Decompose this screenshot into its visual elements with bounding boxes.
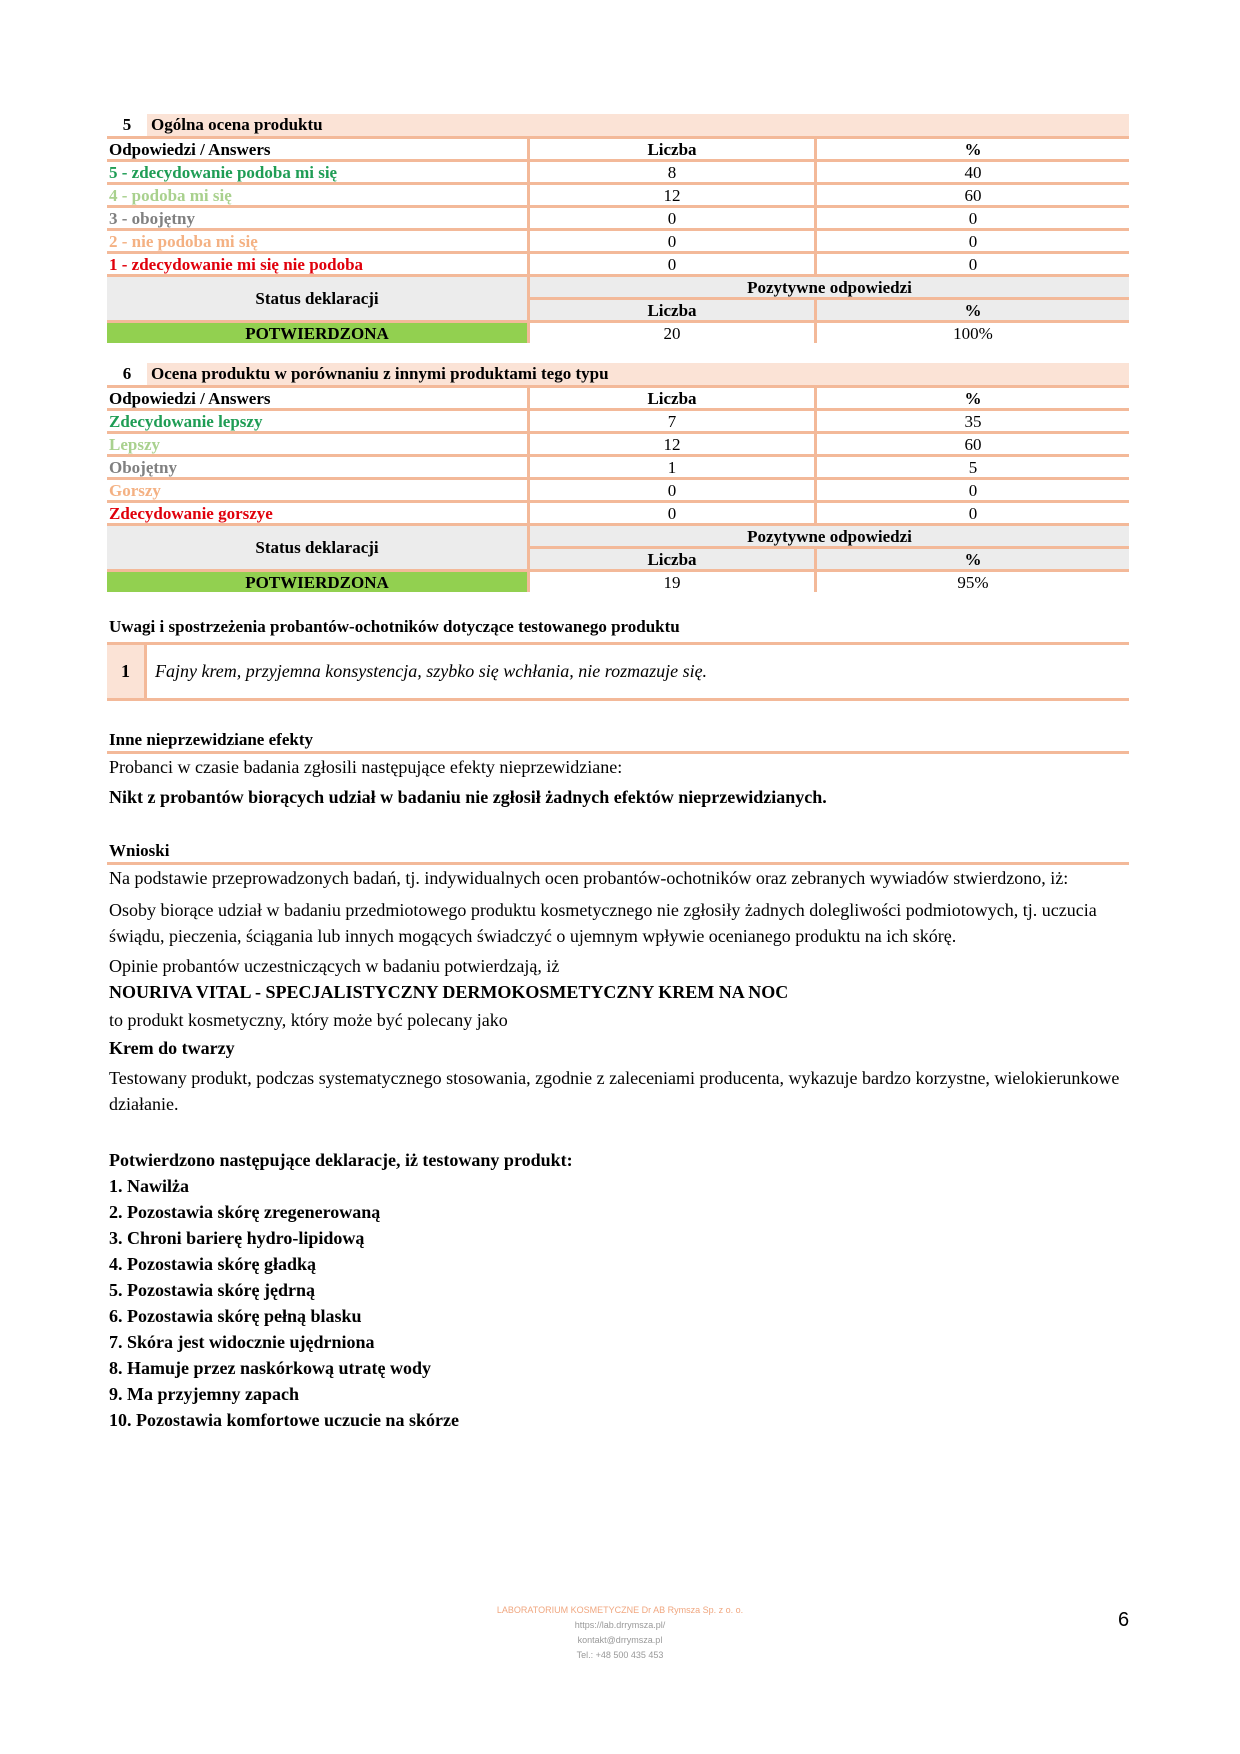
table-row (107, 479, 1129, 502)
answer-label: Gorszy (107, 479, 529, 502)
declarations-heading: Potwierdzono następujące deklaracje, iż testowany produkt: (109, 1150, 573, 1170)
answer-label: 3 - obojętny (107, 207, 529, 230)
positive-answers-label: Pozytywne odpowiedzi (529, 525, 1130, 548)
answer-percent: 60 (816, 433, 1130, 456)
count-header: Liczba (529, 387, 816, 410)
declaration-item: 2. Pozostawia skórę zregenerowaną (109, 1202, 381, 1222)
positive-percent: 100% (816, 322, 1130, 344)
results-table (107, 385, 1129, 592)
page-number: 6 (1118, 1609, 1130, 1631)
question-number: 5 (122, 115, 132, 134)
question-title-row (107, 114, 1129, 136)
positive-header-row (107, 276, 1129, 299)
table-row (107, 207, 1129, 230)
positive-count-header: Liczba (529, 299, 816, 322)
comment-text: Fajny krem, przyjemna konsystencja, szybko się wchłania, nie rozmazuje się. (155, 661, 708, 681)
conclusions-paragraph-5: Testowany produkt, podczas systematycznego stosowania, zgodnie z zaleceniami producenta, wykazuje bardzo korzystne, wielokierunkowe działanie. (109, 1068, 1120, 1114)
answer-percent: 40 (816, 161, 1130, 184)
table-header-row (107, 387, 1129, 410)
conclusions-section (107, 840, 1129, 1117)
spacer (107, 343, 1129, 363)
side-effects-intro: Probanci w czasie badania zgłosili następujące efekty nieprzewidziane: (109, 757, 623, 777)
spacer (107, 1117, 1129, 1147)
status-label: Status deklaracji (107, 276, 529, 322)
answer-label: Zdecydowanie gorszye (107, 502, 529, 525)
declaration-item: 10. Pozostawia komfortowe uczucie na skórze (109, 1410, 459, 1430)
table-header-row (107, 138, 1129, 161)
positive-percent: 95% (816, 571, 1130, 593)
conclusions-paragraph-4: to produkt kosmetyczny, który może być polecany jako (109, 1010, 508, 1030)
question-title-row (107, 363, 1129, 385)
answer-count: 1 (529, 456, 816, 479)
question-title: Ogólna ocena produktu (147, 114, 1129, 136)
positive-count-header: Liczba (529, 548, 816, 571)
table-row (107, 410, 1129, 433)
table-row (107, 230, 1129, 253)
footer-phone: Tel.: +48 500 435 453 (576, 1650, 664, 1660)
answer-percent: 60 (816, 184, 1130, 207)
table-row (107, 184, 1129, 207)
answer-count: 12 (529, 433, 816, 456)
question-title: Ocena produktu w porównaniu z innymi produktami tego typu (147, 363, 1129, 385)
question-table-6 (107, 363, 1129, 592)
table-row (107, 456, 1129, 479)
positive-answers-label: Pozytywne odpowiedzi (529, 276, 1130, 299)
answer-percent: 0 (816, 207, 1130, 230)
product-name: NOURIVA VITAL - SPECJALISTYCZNY DERMOKOSMETYCZNY KREM NA NOC (109, 982, 789, 1002)
table-row (107, 502, 1129, 525)
status-row (107, 322, 1129, 344)
positive-header-row (107, 525, 1129, 548)
answer-percent: 35 (816, 410, 1130, 433)
declarations-section (107, 1147, 1129, 1433)
positive-percent-header: % (816, 299, 1130, 322)
document-page (107, 114, 1129, 1433)
declaration-item: 3. Chroni barierę hydro-lipidową (109, 1228, 365, 1248)
comments-section (107, 616, 1129, 701)
declaration-item: 5. Pozostawia skórę jędrną (109, 1280, 315, 1300)
table-row (107, 433, 1129, 456)
positive-count: 19 (529, 571, 816, 593)
answer-percent: 0 (816, 230, 1130, 253)
declaration-item: 8. Hamuje przez naskórkową utratę wody (109, 1358, 431, 1378)
declaration-item: 1. Nawilża (109, 1176, 189, 1196)
answer-label: 4 - podoba mi się (107, 184, 529, 207)
page-footer (420, 1603, 820, 1663)
answer-label: 1 - zdecydowanie mi się nie podoba (107, 253, 529, 276)
declaration-item: 4. Pozostawia skórę gładką (109, 1254, 316, 1274)
status-row (107, 571, 1129, 593)
declarations-list (107, 1173, 1129, 1433)
answer-count: 0 (529, 230, 816, 253)
side-effects-section (107, 729, 1129, 810)
spacer (107, 810, 1129, 840)
footer-company: LABORATORIUM KOSMETYCZNE Dr AB Rymsza Sp. z o. o. (496, 1605, 744, 1615)
answer-percent: 0 (816, 479, 1130, 502)
status-badge: POTWIERDZONA (107, 322, 529, 344)
question-number: 6 (122, 364, 132, 383)
answer-percent: 5 (816, 456, 1130, 479)
comments-heading: Uwagi i spostrzeżenia probantów-ochotników dotyczące testowanego produktu (109, 617, 680, 636)
comment-number: 1 (107, 645, 147, 698)
percent-header: % (816, 387, 1130, 410)
answer-count: 0 (529, 253, 816, 276)
footer-email-link[interactable]: kontakt@drrymsza.pl (577, 1635, 663, 1645)
percent-header: % (816, 138, 1130, 161)
answer-count: 8 (529, 161, 816, 184)
conclusions-paragraph-2: Osoby biorące udział w badaniu przedmiotowego produktu kosmetycznego nie zgłosiły żadnych dolegliwości podmiotowych, tj. uczucia świądu, pieczenia, ściągania lub innych mogących świadczyć o ujemnym wpływie ocenianego produktu na ich skórę. (109, 900, 1097, 946)
answer-percent: 0 (816, 253, 1130, 276)
side-effects-result: Nikt z probantów biorących udział w badaniu nie zgłosił żadnych efektów nieprzewidzianych. (109, 787, 827, 807)
answer-label: Obojętny (107, 456, 529, 479)
answer-label: Lepszy (107, 433, 529, 456)
positive-count: 20 (529, 322, 816, 344)
answer-label: Zdecydowanie lepszy (107, 410, 529, 433)
status-badge: POTWIERDZONA (107, 571, 529, 593)
table-row (107, 253, 1129, 276)
answer-count: 0 (529, 502, 816, 525)
answer-count: 7 (529, 410, 816, 433)
side-effects-heading: Inne nieprzewidziane efekty (109, 730, 313, 749)
spacer (107, 701, 1129, 729)
spacer (107, 592, 1129, 616)
declaration-item: 6. Pozostawia skórę pełną blasku (109, 1306, 362, 1326)
answer-label: 2 - nie podoba mi się (107, 230, 529, 253)
answer-count: 0 (529, 207, 816, 230)
declaration-item: 9. Ma przyjemny zapach (109, 1384, 299, 1404)
answer-percent: 0 (816, 502, 1130, 525)
conclusions-paragraph-1: Na podstawie przeprowadzonych badań, tj. indywidualnych ocen probantów-ochotników oraz zebranych wywiadów stwierdzono, iż: (109, 868, 1069, 888)
results-table (107, 136, 1129, 343)
count-header: Liczba (529, 138, 816, 161)
positive-percent-header: % (816, 548, 1130, 571)
conclusions-paragraph-3: Opinie probantów uczestniczących w badaniu potwierdzają, iż (109, 956, 560, 976)
answer-label: 5 - zdecydowanie podoba mi się (107, 161, 529, 184)
footer-website-link[interactable]: https://lab.drrymsza.pl/ (574, 1620, 666, 1630)
answer-count: 12 (529, 184, 816, 207)
declaration-item: 7. Skóra jest widocznie ujędrniona (109, 1332, 375, 1352)
comment-item (107, 645, 1129, 701)
answers-header: Odpowiedzi / Answers (107, 387, 529, 410)
question-table-5 (107, 114, 1129, 343)
answer-count: 0 (529, 479, 816, 502)
table-row (107, 161, 1129, 184)
product-category: Krem do twarzy (109, 1038, 235, 1058)
answers-header: Odpowiedzi / Answers (107, 138, 529, 161)
conclusions-heading: Wnioski (109, 841, 170, 860)
status-label: Status deklaracji (107, 525, 529, 571)
